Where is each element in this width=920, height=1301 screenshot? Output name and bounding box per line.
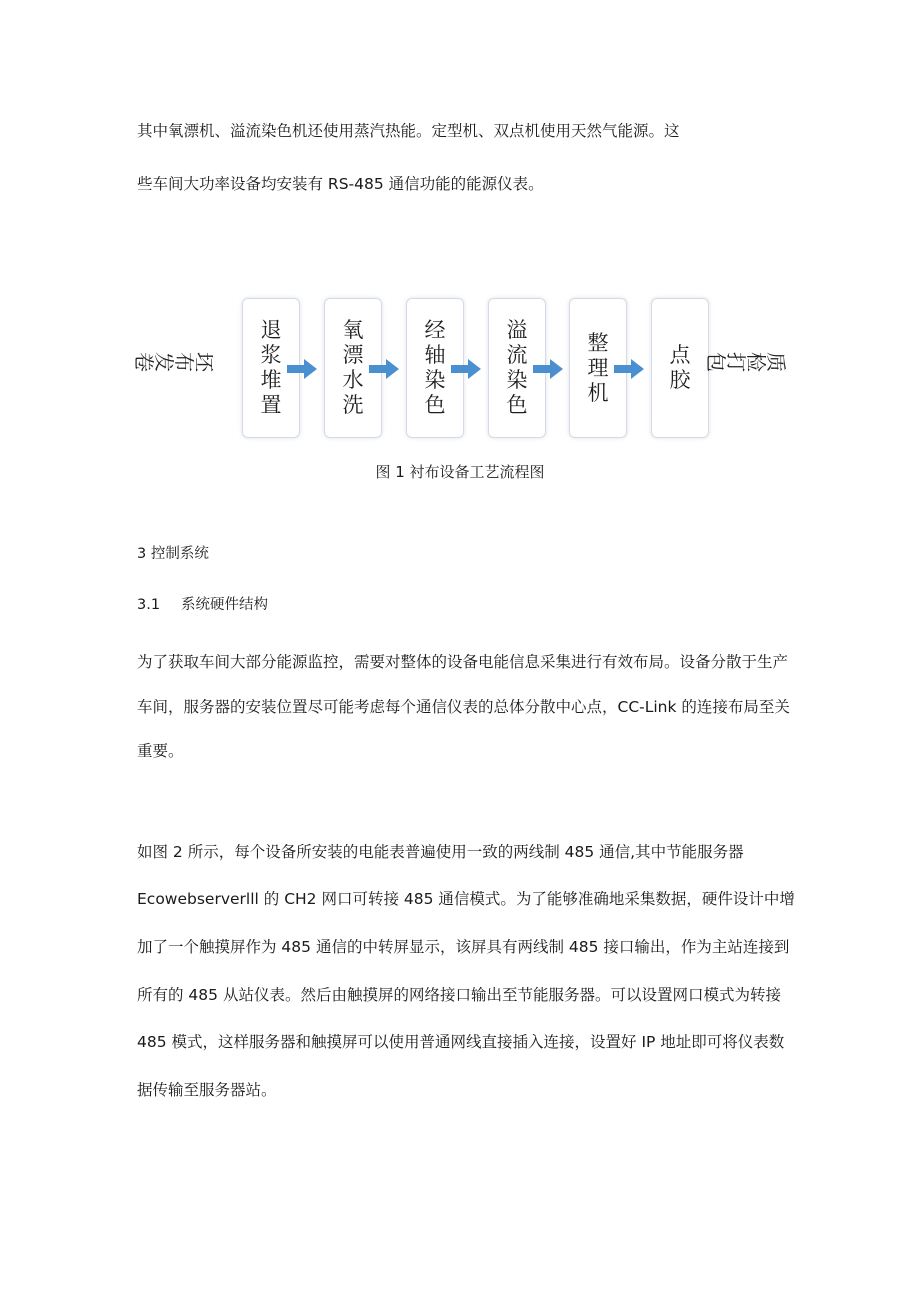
paragraph-line: 如图 2 所示，每个设备所安装的电能表普遍使用一致的两线制 485 通信,其中节能服务器	[137, 843, 744, 861]
paragraph-line: 485 模式，这样服务器和触摸屏可以使用普通网线直接插入连接，设置好 IP 地址即可将仪表数	[137, 1033, 785, 1051]
right-arrow-icon	[533, 358, 563, 380]
subsection-title: 系统硬件结构	[181, 597, 268, 613]
subsection-heading	[137, 595, 268, 615]
flow-step-label: 整理机	[587, 330, 609, 405]
flow-step-label: 经轴染色	[424, 318, 446, 417]
right-arrow-icon	[614, 358, 644, 380]
flow-step-label: 点胶	[669, 343, 691, 392]
paragraph-line: 加了一个触摸屏作为 485 通信的中转屏显示，该屏具有两线制 485 接口输出，作为主站连接到	[137, 938, 790, 956]
intro-line-1: 其中氧漂机、溢流染色机还使用蒸汽热能。定型机、双点机使用天然气能源。这	[137, 122, 680, 140]
right-arrow-icon	[369, 358, 399, 380]
figure-caption: 图 1 衬布设备工艺流程图	[375, 463, 545, 481]
paragraph-line: Ecowebserverlll 的 CH2 网口可转接 485 通信模式。为了能够准确地采集数据，硬件设计中增	[137, 890, 795, 908]
flow-step-6	[651, 298, 709, 438]
section-title: 3 控制系统	[137, 546, 209, 562]
flow-start-label: 坯布发卷	[132, 352, 216, 372]
paragraph-line: 所有的 485 从站仪表。然后由触摸屏的网络接口输出至节能服务器。可以设置网口模式为转接	[137, 986, 781, 1004]
flow-step-label: 退浆堆置	[260, 318, 282, 417]
flow-step-label: 溢流染色	[506, 318, 528, 417]
paragraph-line: 车间，服务器的安装位置尽可能考虑每个通信仪表的总体分散中心点，CC-Link 的连接布局至关	[137, 698, 790, 716]
paragraph-line: 据传输至服务器站。	[137, 1081, 277, 1099]
right-arrow-icon	[287, 358, 317, 380]
right-arrow-icon	[451, 358, 481, 380]
paragraph-line: 为了获取车间大部分能源监控，需要对整体的设备电能信息采集进行有效布局。设备分散于生产	[137, 653, 789, 671]
subsection-number: 3.1	[137, 597, 161, 613]
flow-step-label: 氧漂水洗	[342, 318, 364, 417]
flow-end-label: 质检打包	[704, 352, 788, 372]
intro-line-2: 些车间大功率设备均安装有 RS-485 通信功能的能源仪表。	[137, 175, 544, 193]
paragraph-line: 重要。	[137, 742, 184, 760]
